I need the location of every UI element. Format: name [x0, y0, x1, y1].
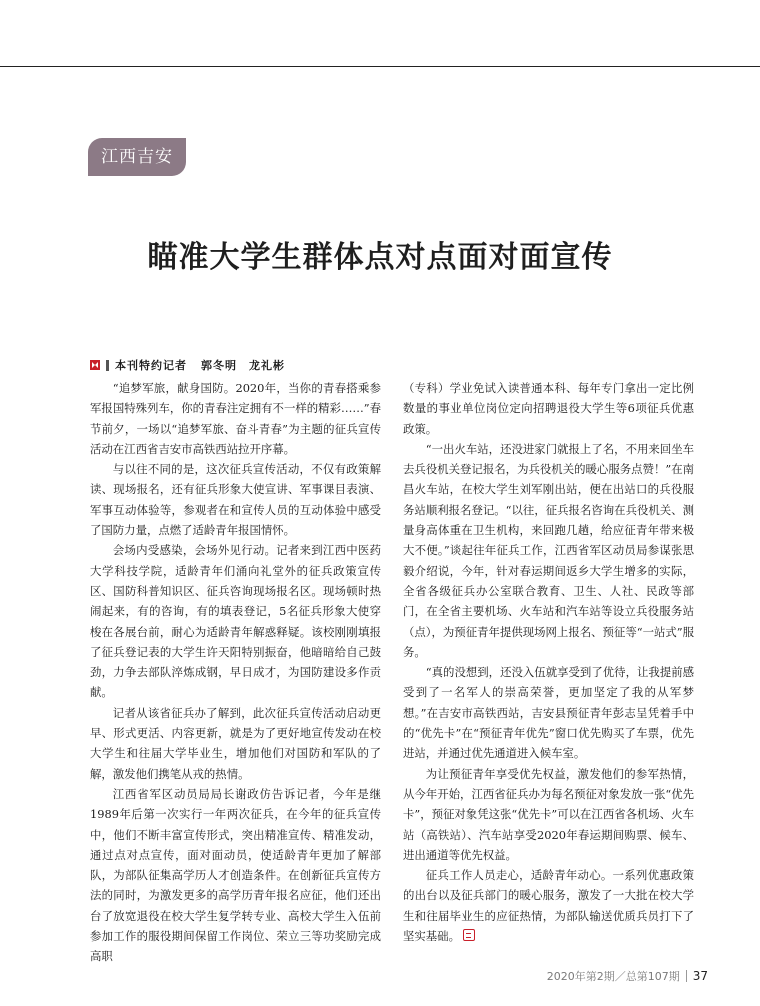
region-tag: 江西吉安 [88, 138, 186, 176]
footer-divider [686, 970, 687, 982]
paragraph-text: 征兵工作人员走心，适龄青年动心。一系列优惠政策的出台以及征兵部门的暖心服务，激发了一大批在校大学生和往届毕业生的应征热情，为部队输送优质兵员打下了坚实基础。 [403, 868, 694, 944]
paragraph: 与以往不同的是，这次征兵宣传活动，不仅有政策解读、现场报名，还有征兵形象大使宣讲、军事课目表演、军事互动体验等，参观者在和宣传人员的互动体验中感受了国防力量，点燃了适龄青年报国情怀。 [90, 462, 381, 538]
byline-authors: 郭冬明 龙礼彬 [201, 359, 285, 372]
page-number: 37 [692, 969, 708, 983]
paragraph-last [403, 865, 694, 946]
paragraph: 江西省军区动员局局长谢政仿告诉记者，今年是继1989年后第一次实行一年两次征兵，在今年的征兵宣传中，他们不断丰富宣传形式，突出精准宣传、精准发动，通过点对点宣传，面对面动员，使适龄青年更加了解部队，为部队征集高学历人才创造条件。在创新征兵宣传方法的同时，为激发更多的高学历青年报名应征，他们还出台了放宽退役在校大学生复学转专业、高校大学生入伍前参加工作的服役期间保留工作岗位、荣立三等功奖励完成高职 [90, 786, 381, 964]
article-title: 瞄准大学生群体点对点面对面宣传 [147, 240, 613, 275]
paragraph: 记者从该省征兵办了解到，此次征兵宣传活动启动更早、形式更活、内容更新，就是为了更好地宣传发动在校大学生和往届大学毕业生，增加他们对国防和军队的了解，激发他们携笔从戎的热情。 [90, 705, 381, 781]
end-of-article-icon [463, 929, 475, 941]
paragraph: “真的没想到，还没入伍就享受到了优待，让我提前感受到了一名军人的崇高荣誉，更加坚定了我的从军梦想。”在吉安市高铁西站，吉安县预征青年彭志呈凭着手中的“优先卡”在“预征青年优先”窗口优先购买了车票，优先进站，并通过优先通道进入候车室。 [403, 665, 694, 761]
paragraph: “一出火车站，还没进家门就报上了名，不用来回坐车去兵役机关登记报名，为兵役机关的暖心服务点赞！”在南昌火车站，在校大学生刘军刚出站，便在出站口的兵役服务站顺利报名登记。“以往，征兵报名咨询在兵役机关、测量身高体重在卫生机构，来回跑几趟，给应征青年带来极大不便。”谈起往年征兵工作，江西省军区动员局参谋张思毅介绍说，今年，针对春运期间返乡大学生增多的实际，全省各级征兵办公室联合教育、卫生、人社、民政等部门，在全省主要机场、火车站和汽车站等设立兵役服务站（点），为预征青年提供现场网上报名、预征等“一站式”服务。 [403, 441, 694, 659]
publication-logo-icon [90, 360, 100, 370]
header-rule [0, 66, 760, 67]
article-column-left [90, 378, 381, 967]
issue-info: 2020年第2期／总第107期 [546, 970, 680, 983]
byline [90, 357, 285, 373]
page-footer [547, 968, 708, 984]
paragraph: （专科）学业免试入读普通本科、每年专门拿出一定比例数量的事业单位岗位定向招聘退役大学生等6项征兵优惠政策。 [403, 381, 694, 436]
byline-divider [106, 360, 109, 371]
paragraph: 为让预征青年享受优先权益，激发他们的参军热情，从今年开始，江西省征兵办为每名预征对象发放一张“优先卡”，预征对象凭这张“优先卡”可以在江西省各机场、火车站（高铁站）、汽车站享受2020年春运期间购票、候车、进出通道等优先权益。 [403, 766, 694, 862]
byline-role: 本刊特约记者 [115, 359, 187, 372]
paragraph: “追梦军旅，献身国防。2020年，当你的青春搭乘参军报国特殊列车，你的青春注定拥有不一样的精彩……”春节前夕，一场以“追梦军旅、奋斗青春”为主题的征兵宣传活动在江西省吉安市高铁西站拉开序幕。 [90, 381, 381, 456]
paragraph: 会场内受感染，会场外见行动。记者来到江西中医药大学科技学院，适龄青年们涌向礼堂外的征兵政策宣传区、国防科普知识区、征兵咨询现场报名区。现场顿时热闹起来，有的咨询，有的填表登记，5名征兵形象大使穿梭在各展台前，耐心为适龄青年解惑释疑。该校刚刚填报了征兵登记表的大学生许天阳特别振奋，他暗暗给自己鼓劲，力争去部队淬炼成钢，早日成才，为国防建设多作贡献。 [90, 543, 381, 700]
article-column-right [403, 378, 694, 946]
